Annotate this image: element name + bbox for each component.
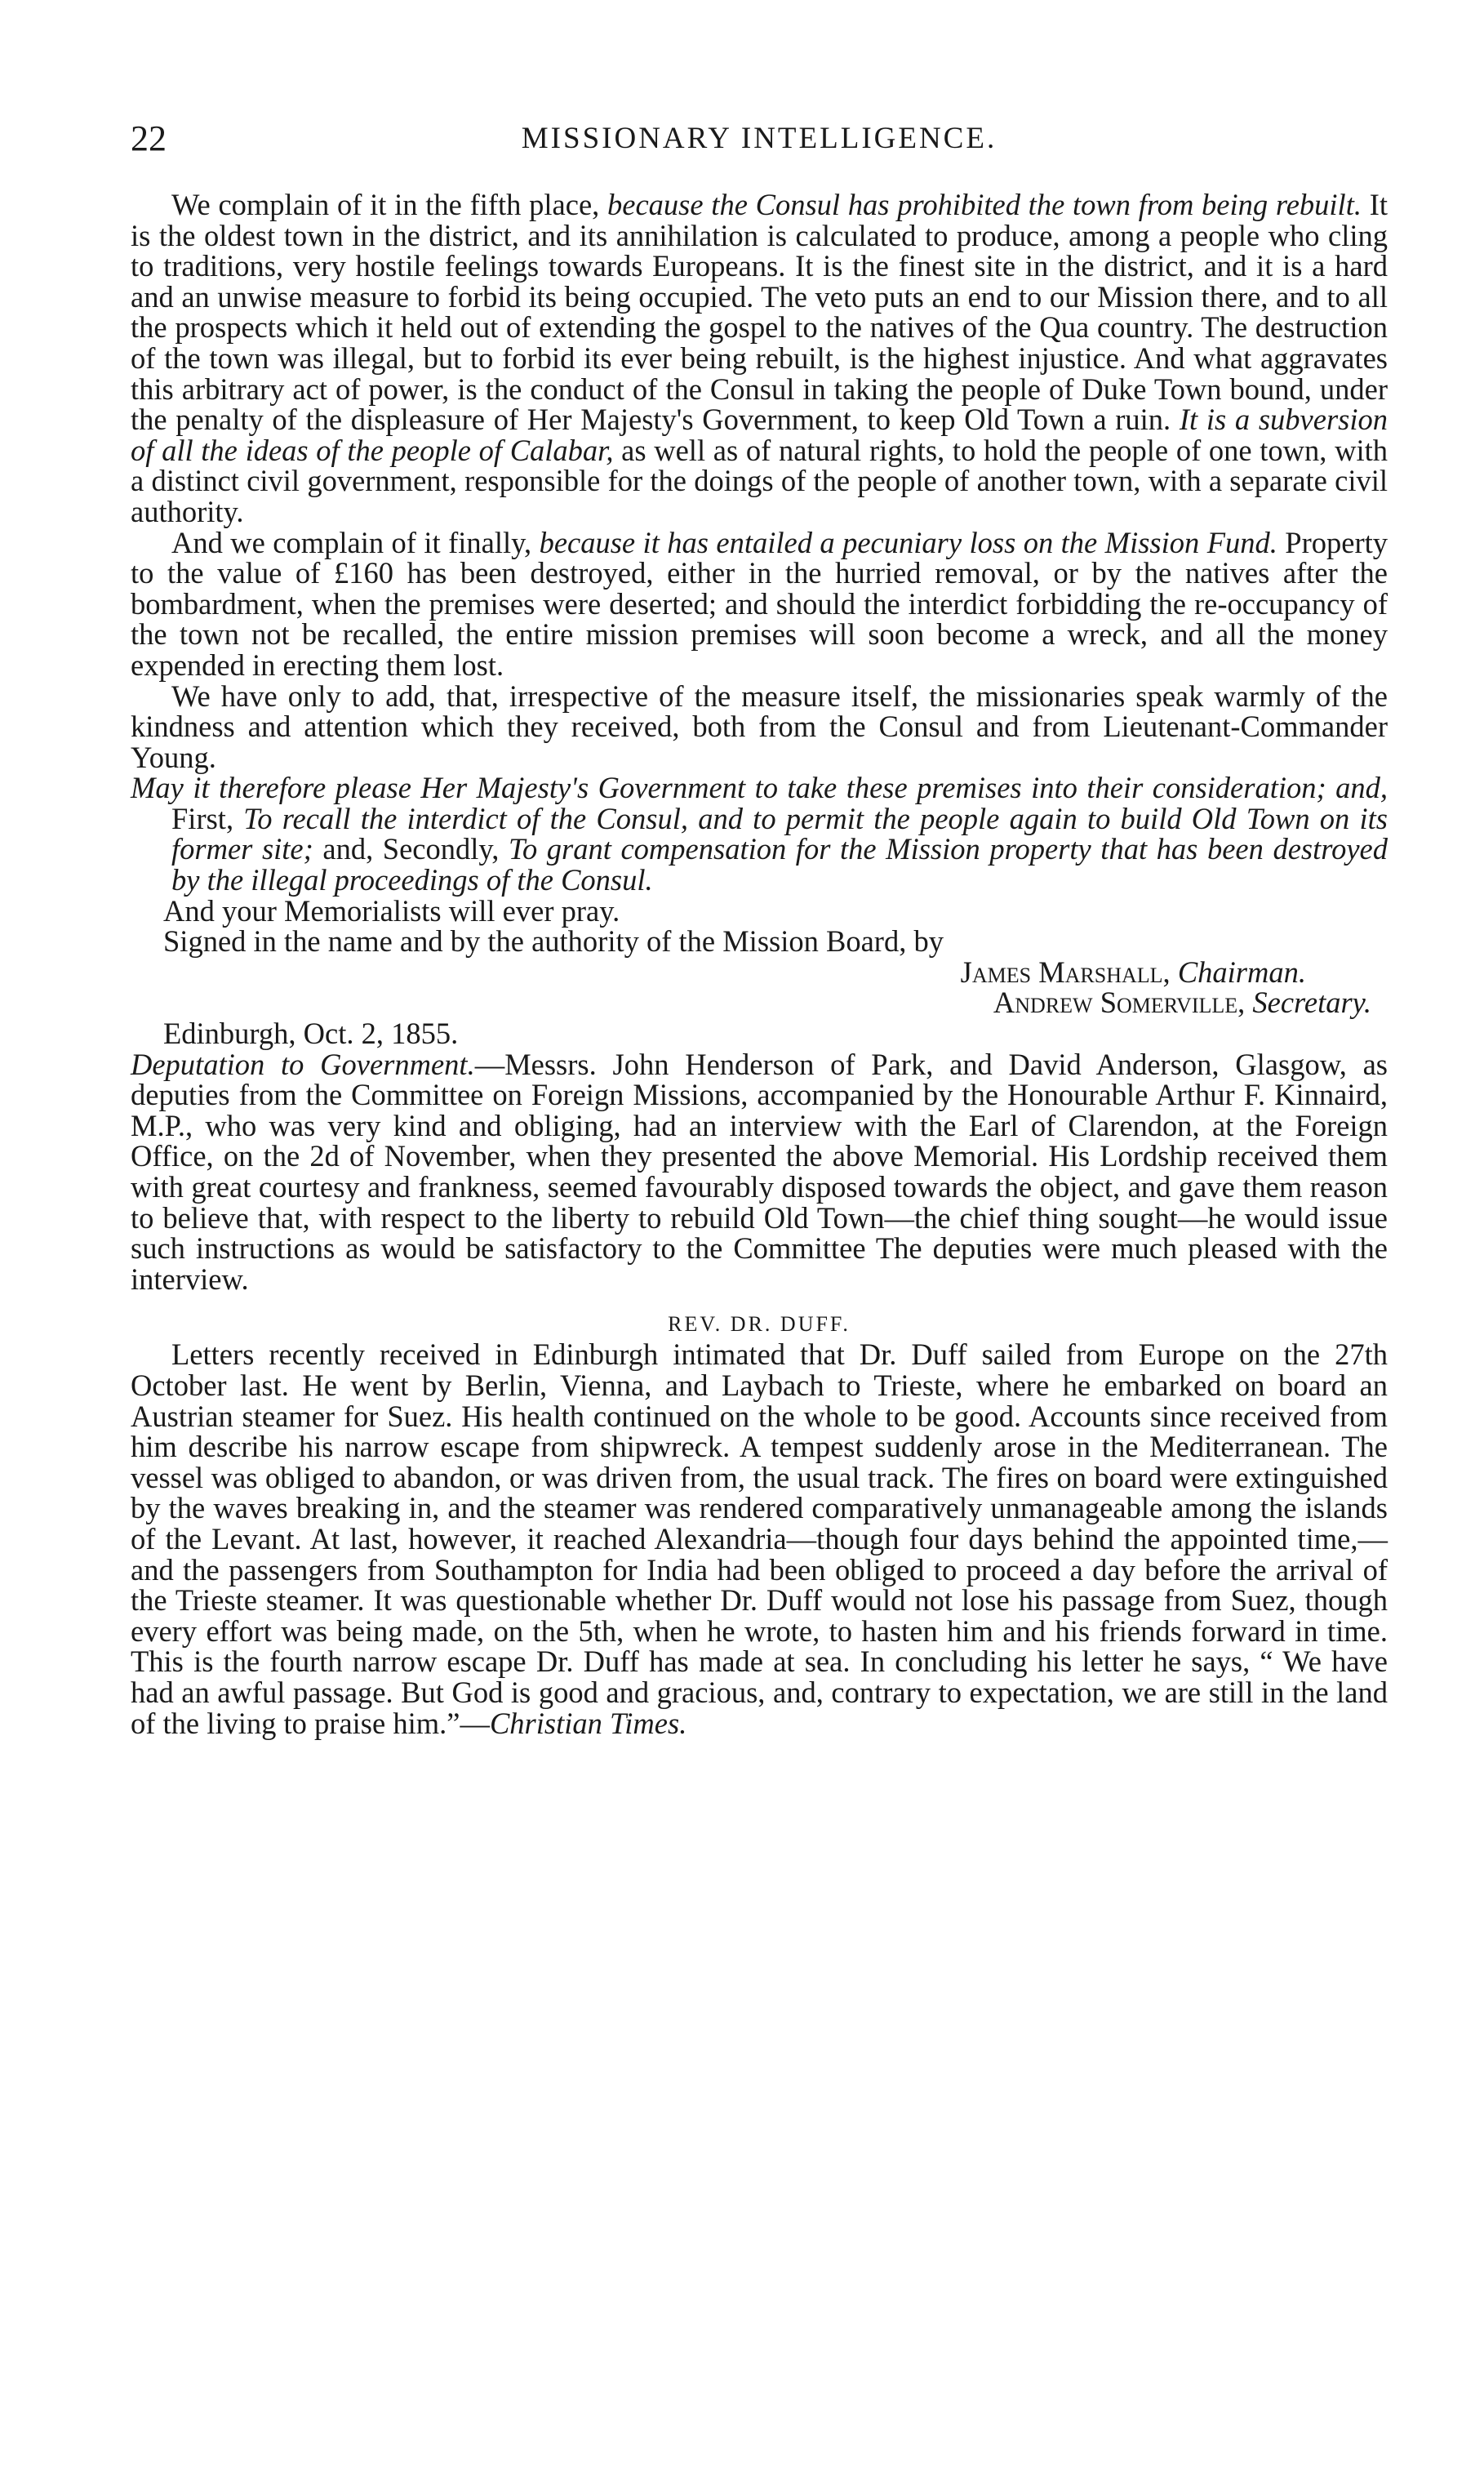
deputation-paragraph (131, 1049, 1388, 1295)
memorial-paragraph-fifth (131, 189, 1388, 527)
date-line: Edinburgh, Oct. 2, 1855. (163, 1017, 459, 1051)
memorial-paragraph-add: We have only to add, that, irrespective of the measure itself, the missionaries speak warmly of the kindness and attention which they received, both from the Consul and from Lieutenant-Commander Young. (131, 679, 1388, 774)
signer-secretary (131, 987, 1388, 1018)
duff-paragraph (131, 1339, 1388, 1738)
paragraph-text: Property to the value of £160 has been destroyed, either in the hurried removal, or by the natives after the bombardment, when the premises were deserted; and should the interdict forbidding the re-occupancy of the town not be recalled, the entire mission premises will soon become a wreck, and all the money expended in erecting them lost. (131, 525, 1388, 682)
paragraph-text: First, (171, 801, 244, 835)
italic-emphasis: To grant compensation for the Mission property that has been destroyed by the illegal proceedings of the Consul. (171, 832, 1388, 897)
page-number: 22 (131, 118, 167, 158)
italic-emphasis: because the Consul has prohibited the town from being rebuilt. (607, 188, 1362, 221)
page-header (131, 114, 1388, 163)
memorial-paragraph-finally (131, 527, 1388, 681)
section-title-duff: REV. DR. DUFF. (668, 1312, 851, 1337)
signer-title: Secretary. (1252, 986, 1371, 1020)
italic-emphasis: because it has entailed a pecuniary loss on the Mission Fund. (539, 525, 1277, 559)
italic-emphasis: Deputation to Government. (131, 1047, 475, 1081)
paragraph-text: And we complain of it finally, (171, 525, 540, 559)
running-head: MISSIONARY INTELLIGENCE. (521, 122, 997, 155)
paragraph-text: as well as of natural rights, to hold the people of one town, with a distinct civil government, responsible for the doings of the people of another town, with a separate civil authority. (131, 433, 1388, 528)
signer-name: James Marshall, (960, 955, 1171, 989)
signed-line: Signed in the name and by the authority of the Mission Board, by (163, 924, 944, 959)
paragraph-text: It is the oldest town in the district, and its annihilation is calculated to produce, among a people who cling to traditions, very hostile feelings towards Europeans. It is the finest site in the district, and it is a hard and an unwise measure to forbid its being occupied. The veto puts an end to our Mission there, and to all the prospects which it held out of extending the gospel to the natives of the Qua country. The destruction of the town was illegal, but to forbid its ever being rebuilt, is the highest injustice. And what aggravates this arbitrary act of power, is the conduct of the Consul in taking the people of Duke Town bound, under the penalty of the displeasure of Her Majesty's Government, to keep Old Town a ruin. (131, 188, 1388, 437)
petition-paragraph (131, 772, 1388, 895)
signer-chairman (131, 957, 1388, 988)
paragraph-text: and, Secondly, (313, 832, 509, 866)
source-citation: Christian Times. (489, 1706, 687, 1740)
paragraph-text: —Messrs. John Henderson of Park, and David Anderson, Glasgow, as deputies from the Committee on Foreign Missions, accompanied by the Honourable Arthur F. Kinnaird, M.P., who was very kind and obliging, had an interview with the Earl of Clarendon, at the Foreign Office, on the 2d of November, when they presented the above Memorial. His Lordship received them with great courtesy and frankness, seemed favourably disposed towards the object, and gave them reason to believe that, with respect to the liberty to rebuild Old Town—the chief thing sought—he would issue such instructions as would be satisfactory to the Committee The deputies were much pleased with the interview. (131, 1047, 1388, 1296)
paragraph-text: Letters recently received in Edinburgh intimated that Dr. Duff sailed from Europe on the 27th October last. He went by Berlin, Vienna, and Laybach to Trieste, where he embarked on board an Austrian steamer for Suez. His health continued on the whole to be good. Accounts since received from him describe his narrow escape from shipwreck. A tempest suddenly arose in the Mediterranean. The vessel was obliged to abandon, or was driven from, the usual track. The fires on board were extinguished by the waves breaking in, and the steamer was rendered comparatively unmanageable among the islands of the Levant. At last, however, it reached Alexandria—though four days behind the appointed time,—and the passengers from Southampton for India had been obliged to proceed a day before the arrival of the Trieste steamer. It was questionable whether Dr. Duff would not lose his passage from Suez, though every effort was being made, on the 5th, when he wrote, to hasten him and his friends forward in time. This is the fourth narrow escape Dr. Duff has made at sea. In concluding his letter he says, “ We have had an awful passage. But God is good and gracious, and, contrary to expectation, we are still in the land of the living to praise him.”— (131, 1337, 1388, 1740)
italic-emphasis: It is a subversion of all the ideas of the people of Calabar, (131, 403, 1388, 467)
signer-name: Andrew Somerville, (993, 986, 1246, 1020)
pray-line: And your Memorialists will ever pray. (163, 893, 620, 928)
paragraph-text: We complain of it in the fifth place, (171, 188, 608, 221)
italic-emphasis: May it therefore please Her Majesty's Government to take these premises into their consideration; and, (131, 771, 1388, 805)
body-text (131, 189, 1388, 1738)
italic-emphasis: To recall the interdict of the Consul, and to permit the people again to build Old Town on its former site; (171, 801, 1388, 866)
signer-title: Chairman. (1177, 955, 1306, 989)
